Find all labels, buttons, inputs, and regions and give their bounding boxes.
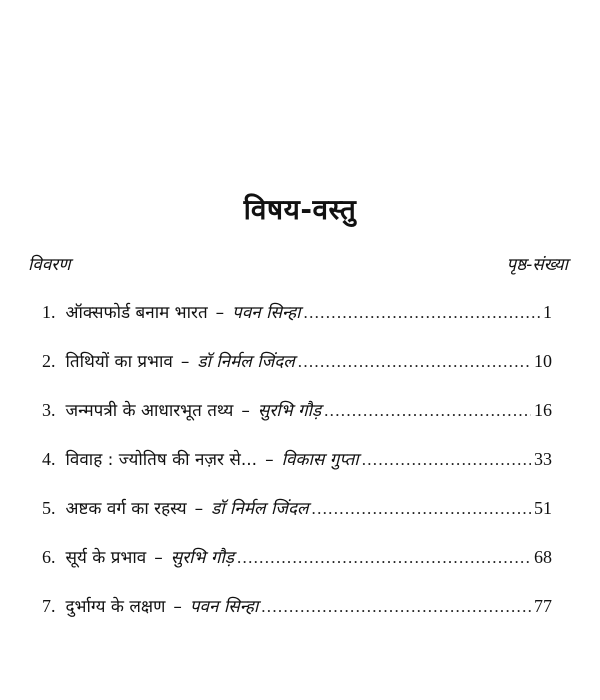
entry-author: डॉ निर्मल जिंदल — [211, 499, 309, 519]
entry-author: पवन सिन्हा — [232, 303, 301, 323]
entry-page-number: 16 — [534, 400, 552, 420]
entry-author: डॉ निर्मल जिंदल — [197, 352, 295, 372]
toc-entry-6 — [42, 545, 552, 594]
entry-page-number: 68 — [534, 547, 552, 567]
dot-leader — [237, 548, 531, 568]
dot-leader — [312, 499, 531, 519]
entry-title: सूर्य के प्रभाव — [65, 548, 147, 568]
entry-number: 4. — [42, 449, 56, 469]
entry-number: 1. — [42, 302, 56, 322]
entry-page-number: 33 — [534, 449, 552, 469]
entry-number: 3. — [42, 400, 56, 420]
entry-author: पवन सिन्हा — [189, 597, 259, 617]
dot-leader — [261, 597, 531, 617]
table-of-contents — [42, 300, 552, 643]
toc-entry-5 — [42, 496, 552, 545]
entry-page-number: 51 — [534, 498, 552, 518]
dot-leader — [324, 401, 531, 421]
entry-title: जन्मपत्री के आधारभूत तथ्य — [65, 401, 234, 421]
page-title: विषय-वस्तु — [243, 193, 357, 226]
entry-dash: – — [180, 352, 190, 372]
entry-number: 6. — [42, 547, 56, 567]
entry-title: तिथियों का प्रभाव — [65, 352, 173, 372]
toc-entry-1 — [42, 300, 552, 349]
column-header-page-number: पृष्ठ-संख्या — [506, 255, 568, 275]
entry-title: ऑक्सफोर्ड बनाम भारत — [65, 303, 208, 323]
entry-number: 2. — [42, 351, 56, 371]
entry-page-number: 77 — [534, 596, 552, 616]
dot-leader — [298, 352, 531, 372]
entry-dash: – — [241, 401, 250, 421]
entry-dash: – — [215, 303, 225, 323]
toc-entry-7 — [42, 594, 552, 643]
entry-dash: – — [173, 597, 182, 617]
toc-entry-2 — [42, 349, 552, 398]
entry-title: अष्टक वर्ग का रहस्य — [65, 499, 187, 519]
entry-title: दुर्भाग्य के लक्षण — [65, 597, 166, 617]
dot-leader — [304, 303, 540, 323]
column-header-description: विवरण — [28, 255, 71, 275]
dot-leader — [362, 450, 531, 470]
entry-dash: – — [194, 499, 204, 519]
entry-dash: – — [265, 450, 274, 470]
entry-page-number: 10 — [534, 351, 552, 371]
entry-title: विवाह : ज्योतिष की नज़र से... — [65, 450, 258, 470]
entry-page-number: 1 — [543, 302, 552, 322]
entry-author: सुरभि गौड़ — [257, 401, 322, 421]
entry-author: विकास गुप्ता — [281, 450, 359, 470]
toc-entry-3 — [42, 398, 552, 447]
entry-number: 7. — [42, 596, 56, 616]
entry-dash: – — [154, 548, 163, 568]
toc-entry-4 — [42, 447, 552, 496]
entry-author: सुरभि गौड़ — [170, 548, 234, 568]
entry-number: 5. — [42, 498, 56, 518]
